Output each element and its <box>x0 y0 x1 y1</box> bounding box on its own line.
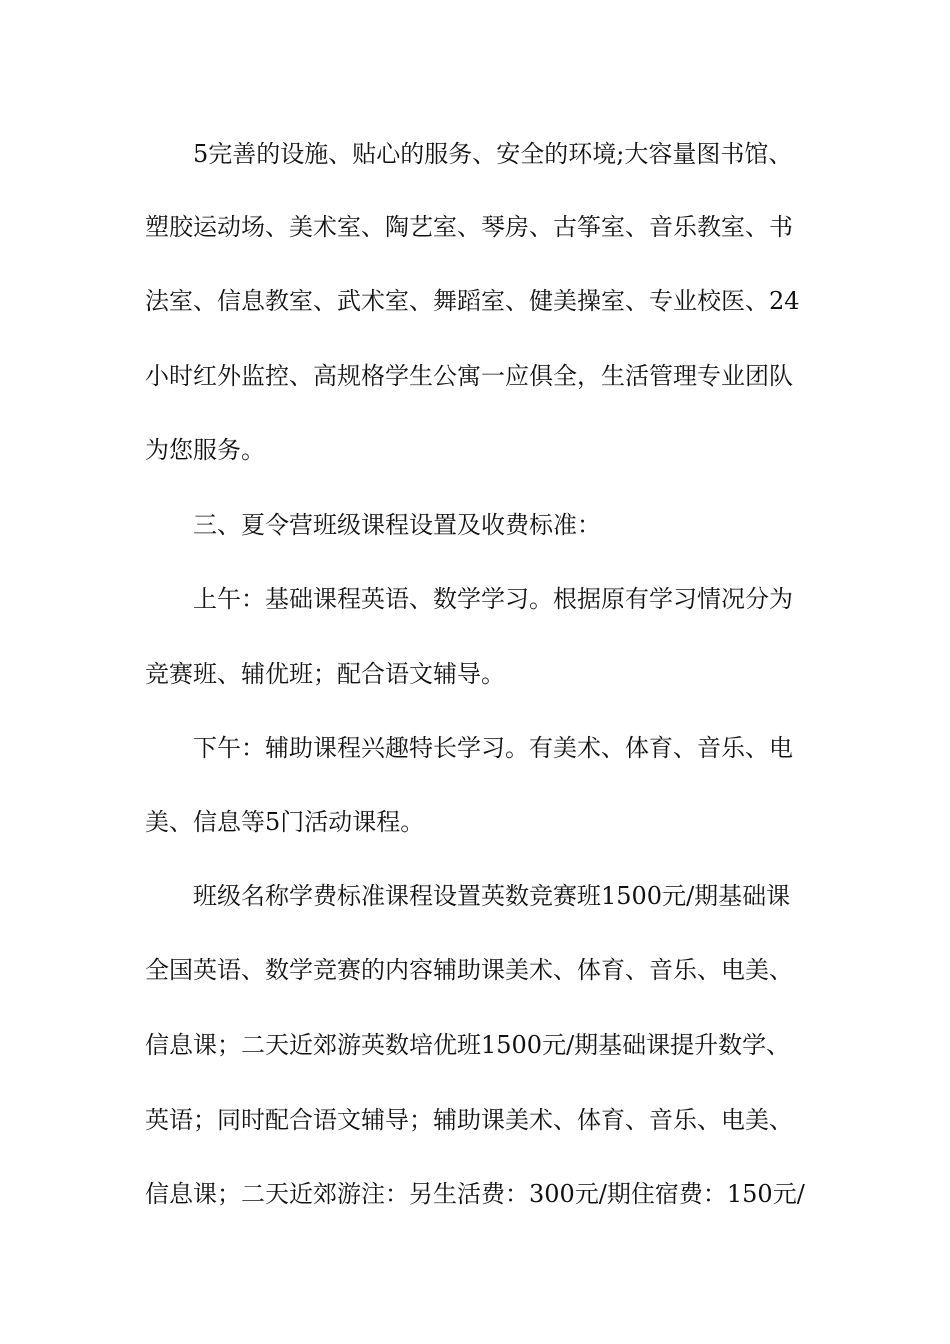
paragraph-afternoon-line-1: 下午：辅助课程兴趣特长学习。有美术、体育、音乐、电 <box>193 734 793 762</box>
section-heading-courses: 三、夏令营班级课程设置及收费标准： <box>193 511 601 539</box>
paragraph-fees-line-5: 信息课；二天近郊游注：另生活费：300元/期住宿费：150元/ <box>145 1180 805 1208</box>
paragraph-fees-line-1: 班级名称学费标准课程设置英数竞赛班1500元/期基础课 <box>193 882 791 910</box>
paragraph-facilities-line-1: 5完善的设施、贴心的服务、安全的环境;大容量图书馆、 <box>193 140 793 168</box>
paragraph-facilities-line-5: 为您服务。 <box>145 436 265 464</box>
paragraph-facilities-line-2: 塑胶运动场、美术室、陶艺室、琴房、古筝室、音乐教室、书 <box>145 213 793 241</box>
paragraph-fees-line-2: 全国英语、数学竞赛的内容辅助课美术、体育、音乐、电美、 <box>145 956 793 984</box>
paragraph-morning-line-2: 竞赛班、辅优班；配合语文辅导。 <box>145 660 505 688</box>
paragraph-afternoon-line-2: 美、信息等5门活动课程。 <box>145 808 425 836</box>
paragraph-facilities-line-3: 法室、信息教室、武术室、舞蹈室、健美操室、专业校医、24 <box>145 287 800 315</box>
paragraph-fees-line-4: 英语；同时配合语文辅导；辅助课美术、体育、音乐、电美、 <box>145 1106 793 1134</box>
paragraph-fees-line-3: 信息课；二天近郊游英数培优班1500元/期基础课提升数学、 <box>145 1031 791 1059</box>
paragraph-morning-line-1: 上午：基础课程英语、数学学习。根据原有学习情况分为 <box>193 585 793 613</box>
paragraph-facilities-line-4: 小时红外监控、高规格学生公寓一应俱全，生活管理专业团队 <box>145 362 793 390</box>
